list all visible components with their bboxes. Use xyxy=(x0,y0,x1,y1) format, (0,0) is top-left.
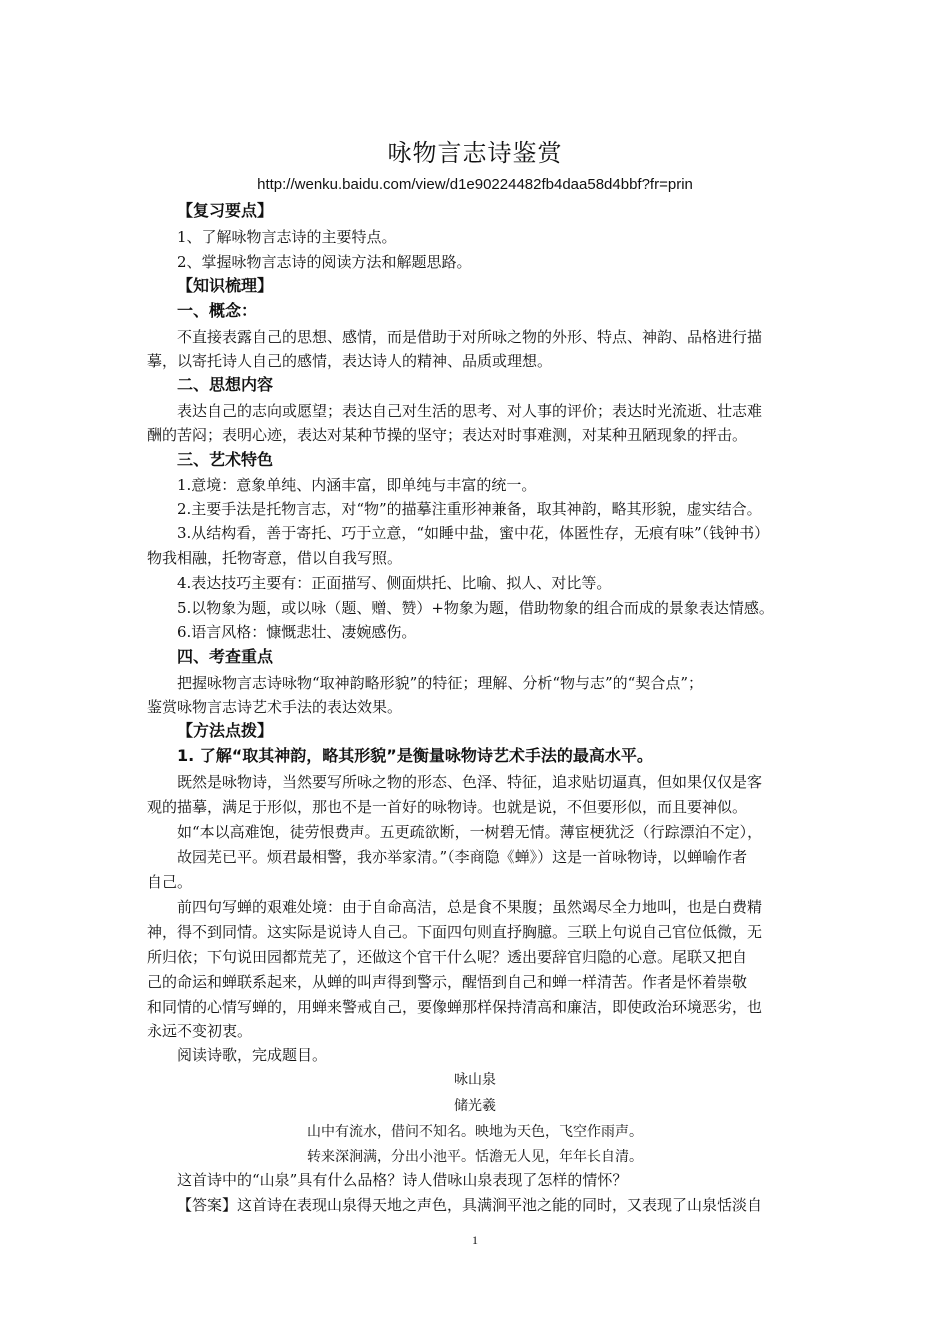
list-item: 3.从结构看，善于寄托、巧于立意，“如睡中盐，蜜中花，体匿性存，无痕有味”（钱钟书） xyxy=(177,524,770,542)
paragraph-line: 摹，以寄托诗人自己的感情，表达诗人的精神、品质或理想。 xyxy=(147,352,553,370)
list-item: 4.表达技巧主要有：正面描写、侧面烘托、比喻、拟人、对比等。 xyxy=(177,574,612,592)
subheading-concept: 一、概念： xyxy=(177,301,258,320)
list-item: 6.语言风格：慷慨悲壮、凄婉感伤。 xyxy=(177,623,417,641)
paragraph-line: 表达自己的志向或愿望；表达自己对生活的思考、对人事的评价；表达时光流逝、壮志难 xyxy=(177,402,763,420)
poem-line: 山中有流水，借问不知名。映地为天色，飞空作雨声。 xyxy=(307,1124,643,1140)
paragraph-line: 酬的苦闷；表明心迹，表达对某种节操的坚守；表达对时事难测，对某种丑陋现象的抨击。 xyxy=(147,426,748,444)
list-item: 1.意境：意象单纯、内涵丰富，即单纯与丰富的统一。 xyxy=(177,476,537,494)
subheading-thought: 二、思想内容 xyxy=(177,375,274,394)
paragraph-line: 神，得不到同情。这实际是说诗人自己。下面四句则直抒胸臆。三联上句说自己官位低微，无 xyxy=(147,923,763,941)
paragraph-line: 阅读诗歌，完成题目。 xyxy=(177,1046,328,1064)
answer-line: 【答案】这首诗在表现山泉得天地之声色，具满涧平池之能的同时，又表现了山泉恬淡自 xyxy=(177,1196,763,1214)
section-heading-review: 【复习要点】 xyxy=(177,201,274,220)
list-item: 2.主要手法是托物言志，对“物”的描摹注重形神兼备，取其神韵，略其形貌，虚实结合。 xyxy=(177,500,762,518)
paragraph-line: 故园芜已平。烦君最相警，我亦举家清。”（李商隐《蝉》）这是一首咏物诗，以蝉喻作者 xyxy=(177,848,748,866)
paragraph-line: 自己。 xyxy=(147,873,193,891)
review-point-2: 2、掌握咏物言志诗的阅读方法和解题思路。 xyxy=(177,253,472,271)
paragraph-line: 既然是咏物诗，当然要写所咏之物的形态、色泽、特征，追求贴切逼真，但如果仅仅是客 xyxy=(177,773,763,791)
document-title: 咏物言志诗鉴赏 xyxy=(387,139,563,167)
review-point-1: 1、了解咏物言志诗的主要特点。 xyxy=(177,228,397,246)
paragraph-line: 永远不变初衷。 xyxy=(147,1022,253,1040)
section-heading-knowledge: 【知识梳理】 xyxy=(177,276,274,295)
section-heading-method: 【方法点拨】 xyxy=(177,721,274,740)
question-line: 这首诗中的“山泉”具有什么品格？诗人借咏山泉表现了怎样的情怀？ xyxy=(177,1171,628,1189)
poem-line: 转来深涧满，分出小池平。恬澹无人见，年年长自清。 xyxy=(307,1149,643,1165)
paragraph-line: 物我相融，托物寄意，借以自我写照。 xyxy=(147,549,403,567)
subheading-art: 三、艺术特色 xyxy=(177,450,274,469)
poem-title: 咏山泉 xyxy=(454,1072,496,1088)
paragraph-line: 把握咏物言志诗咏物“取神韵略形貌”的特征；理解、分析“物与志”的“契合点”； xyxy=(177,674,704,692)
poem-author: 储光羲 xyxy=(454,1098,496,1114)
subheading-focus: 四、考查重点 xyxy=(177,647,274,666)
paragraph-line: 和同情的心情写蝉的，用蝉来警戒自己，要像蝉那样保持清高和廉洁，即使政治环境恶劣，也 xyxy=(147,998,763,1016)
paragraph-line: 不直接表露自己的思想、感情，而是借助于对所咏之物的外形、特点、神韵、品格进行描 xyxy=(177,328,763,346)
paragraph-line: 前四句写蝉的艰难处境：由于自命高洁，总是食不果腹；虽然竭尽全力地叫，也是白费精 xyxy=(177,898,763,916)
paragraph-line: 如“本以高难饱，徒劳恨费声。五更疏欲断，一树碧无情。薄宦梗犹泛（行踪漂泊不定）， xyxy=(177,823,763,841)
paragraph-line: 所归依；下句说田园都荒芜了，还做这个官干什么呢？透出要辞官归隐的心意。尾联又把自 xyxy=(147,948,748,966)
source-url: http://wenku.baidu.com/view/d1e90224482fb4daa58d4bbf?fr=prin xyxy=(257,176,693,193)
list-item: 5.以物象为题，或以咏（题、赠、赞）+物象为题，借助物象的组合而成的景象表达情感。 xyxy=(177,599,774,617)
paragraph-line: 己的命运和蝉联系起来，从蝉的叫声得到警示，醒悟到自己和蝉一样清苦。作者是怀着崇敬 xyxy=(147,973,748,991)
paragraph-line: 观的描摹，满足于形似，那也不是一首好的咏物诗。也就是说，不但要形似，而且要神似。 xyxy=(147,798,748,816)
method-heading-1: 1. 了解“取其神韵，略其形貌”是衡量咏物诗艺术手法的最高水平。 xyxy=(177,746,653,765)
paragraph-line: 鉴赏咏物言志诗艺术手法的表达效果。 xyxy=(147,698,403,716)
page-number: 1 xyxy=(472,1233,478,1247)
